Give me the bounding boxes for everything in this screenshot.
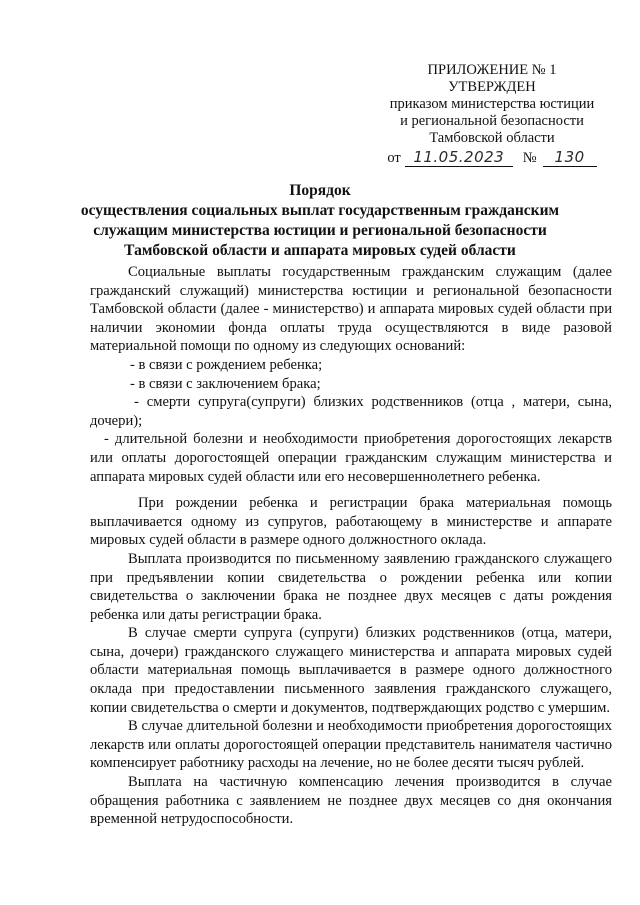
order-date-number-row [372, 148, 612, 167]
order-line-3: Тамбовской области [429, 130, 555, 146]
title-line-1: Порядок [289, 182, 351, 199]
handwritten-date: 11.05.2023 [405, 148, 513, 167]
paragraph-intro: Социальные выплаты государственным гражданским служащим (далее гражданский служащий) министерства юстиции и региональной безопасности Тамбовской области (далее - министерство) и аппарата мировых судей области при наличии экономии фонда оплаты труда осуществляются в виде разовой материальной помощи по одному из следующих оснований: [90, 264, 612, 355]
title-line-3: служащим министерства юстиции и региональной безопасности [93, 222, 547, 239]
handwritten-number: 130 [543, 148, 597, 167]
list-item-death: - смерти супруга(супруги) близких родственников (отца , матери, сына, дочери); [90, 394, 612, 429]
list-item-marriage: - в связи с заключением брака; [130, 375, 321, 392]
approved-stamp-text: УТВЕРЖДЕН [448, 79, 536, 95]
order-line-2: и региональной безопасности [400, 113, 584, 129]
approval-block [372, 62, 612, 167]
number-label: № [522, 150, 537, 166]
paragraph-illness: В случае длительной болезни и необходимости приобретения дорогостоящих лекарств или оплаты дорогостоящей операции представитель нанимателя частично компенсирует работнику расходы на лечение, но не более десяти тысяч рублей. [90, 718, 612, 772]
title-line-2: осуществления социальных выплат государственным гражданским [80, 202, 560, 219]
paragraph-death: В случае смерти супруга (супруги) близких родственников (отца, матери, сына, дочери) гражданского служащего министерства и аппарата мировых судей области материальная помощь выплачивается в размере одного должностного оклада при предоставлении письменного заявления гражданского служащего, копии свидетельства о смерти и документов, подтверждающих родство с умершим. [90, 625, 612, 716]
order-line-1: приказом министерства юстиции [389, 96, 595, 112]
document-body [90, 263, 612, 829]
title-line-4: Тамбовской области и аппарата мировых судей области [124, 242, 516, 259]
list-item-illness: - длительной болезни и необходимости приобретения дорогостоящих лекарств или оплаты дорогостоящей операции гражданским служащим министерства и аппарата мировых судей области или его несовершеннолетнего ребенка. [90, 431, 612, 485]
paragraph-birth-marriage: При рождении ребенка и регистрации брака материальная помощь выплачивается одному из супругов, работающему в министерстве и аппарате мировых судей области в размере одного должностного оклада. [90, 495, 612, 549]
document-title [60, 181, 580, 261]
paragraph-payment-procedure: Выплата производится по письменному заявлению гражданского служащего при предъявлении копии свидетельства о рождении ребенка или копии свидетельства о заключении брака не позднее двух месяцев с даты рождения ребенка или даты регистрации брака. [90, 550, 612, 623]
annex-number: ПРИЛОЖЕНИЕ № 1 [427, 62, 557, 78]
from-label: от [387, 150, 401, 166]
paragraph-compensation: Выплата на частичную компенсацию лечения производится в случае обращения работника с заявлением не позднее двух месяцев со дня окончания временной нетрудоспособности. [90, 774, 612, 828]
list-item-birth: - в связи с рождением ребенка; [130, 356, 323, 373]
